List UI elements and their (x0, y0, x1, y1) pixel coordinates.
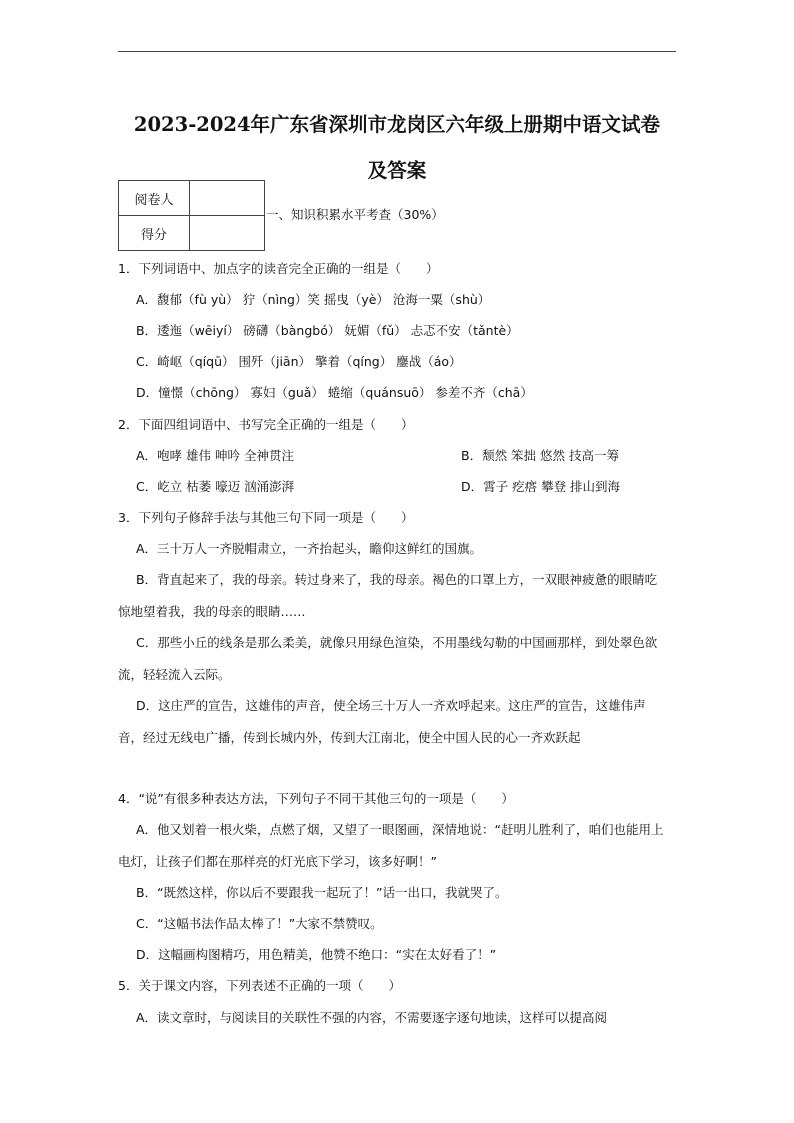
q1-option-b: B．逶迤（wēiyí） 磅礴（bàngbó） 妩媚（fǔ） 忐忑不安（tǎntè） (136, 323, 519, 338)
q1-stem: 1．下列词语中、加点字的读音完全正确的一组是（ ） (118, 261, 439, 276)
q2-option-b: B．颓然 笨拙 悠然 技高一筹 (461, 448, 619, 463)
reviewer-label: 阅卷人 (119, 181, 190, 216)
score-label: 得分 (119, 216, 190, 251)
section-1-heading: 一、知识积累水平考查（30%） (266, 207, 444, 222)
q4-option-d: D．这幅画构图精巧，用色精美，他赞不绝口：“实在太好看了！” (136, 947, 497, 962)
q3-option-d: D．这庄严的宣告，这雄伟的声音，使全场三十万人一齐欢呼起来。这庄严的宣告，这雄伟声音，经过无线电广播，传到长城内外，传到大江南北，使全中国人民的心一齐欢跃起 (118, 698, 646, 745)
q1-option-a: A．馥郁（fù yù） 狞（nìng）笑 摇曳（yè） 沧海一粟（shù） (136, 292, 491, 307)
q3-option-b: B．背直起来了，我的母亲。转过身来了，我的母亲。褐色的口罩上方，一双眼神疲惫的眼睛吃惊地望着我，我的母亲的眼睛…… (118, 572, 658, 619)
q3-stem: 3．下列句子修辞手法与其他三句下同一项是（ ） (118, 510, 414, 525)
q4-option-a-block (118, 814, 666, 877)
title-line-2: 及答案 (367, 159, 427, 182)
reviewer-value-cell[interactable] (190, 181, 265, 216)
q4-stem: 4．“说”有很多种表达方法，下列句子不同干其他三句的一项是（ ） (118, 791, 514, 806)
q1-option-d: D．憧憬（chōng） 寡妇（guǎ） 蜷缩（quánsuō） 参差不齐（chā） (136, 385, 533, 400)
q4-option-b: B．“既然这样，你以后不要跟我一起玩了！”话一出口，我就哭了。 (136, 885, 508, 900)
q4-option-a: A．他又划着一根火柴，点燃了烟，又望了一眼图画，深情地说：“赶明儿胜利了，咱们也能用上电灯，让孩子们都在那样亮的灯光底下学习，该多好啊！” (118, 822, 664, 869)
q1-option-c: C．崎岖（qíqū） 围歼（jiān） 擎着（qíng） 鏖战（áo） (136, 354, 462, 369)
q3-option-a: A．三十万人一齐脱帽肃立，一齐抬起头，瞻仰这鲜红的国旗。 (136, 541, 483, 556)
q5-stem: 5．关于课文内容，下列表述不正确的一项（ ） (118, 978, 401, 993)
header-rule (118, 51, 676, 52)
q3-option-b-block (118, 564, 666, 627)
q4-option-c: C．“这幅书法作品太棒了！”大家不禁赞叹。 (136, 916, 383, 931)
score-table (118, 180, 265, 251)
q5-option-a: A．读文章时，与阅读目的关联性不强的内容，不需要逐字逐句地读，这样可以提高阅 (136, 1010, 608, 1025)
q2-option-c: C．屹立 枯萎 嚎迈 汹涌澎湃 (136, 479, 295, 494)
q3-option-c-block (118, 627, 666, 690)
score-value-cell[interactable] (190, 216, 265, 251)
q2-stem: 2．下面四组词语中、书写完全正确的一组是（ ） (118, 417, 414, 432)
title-line-1: 2023-2024年广东省深圳市龙岗区六年级上册期中语文试卷 (133, 113, 661, 136)
q2-option-d: D．霄子 疙瘩 攀登 排山到海 (461, 479, 621, 494)
q3-option-c: C．那些小丘的线条是那么柔美，就像只用绿色渲染，不用墨线勾勒的中国画那样，到处翠色欲流，轻轻流入云际。 (118, 635, 658, 682)
q3-option-d-block (118, 690, 666, 753)
q2-option-a: A．咆哮 雄伟 呻吟 全神贯注 (136, 448, 294, 463)
